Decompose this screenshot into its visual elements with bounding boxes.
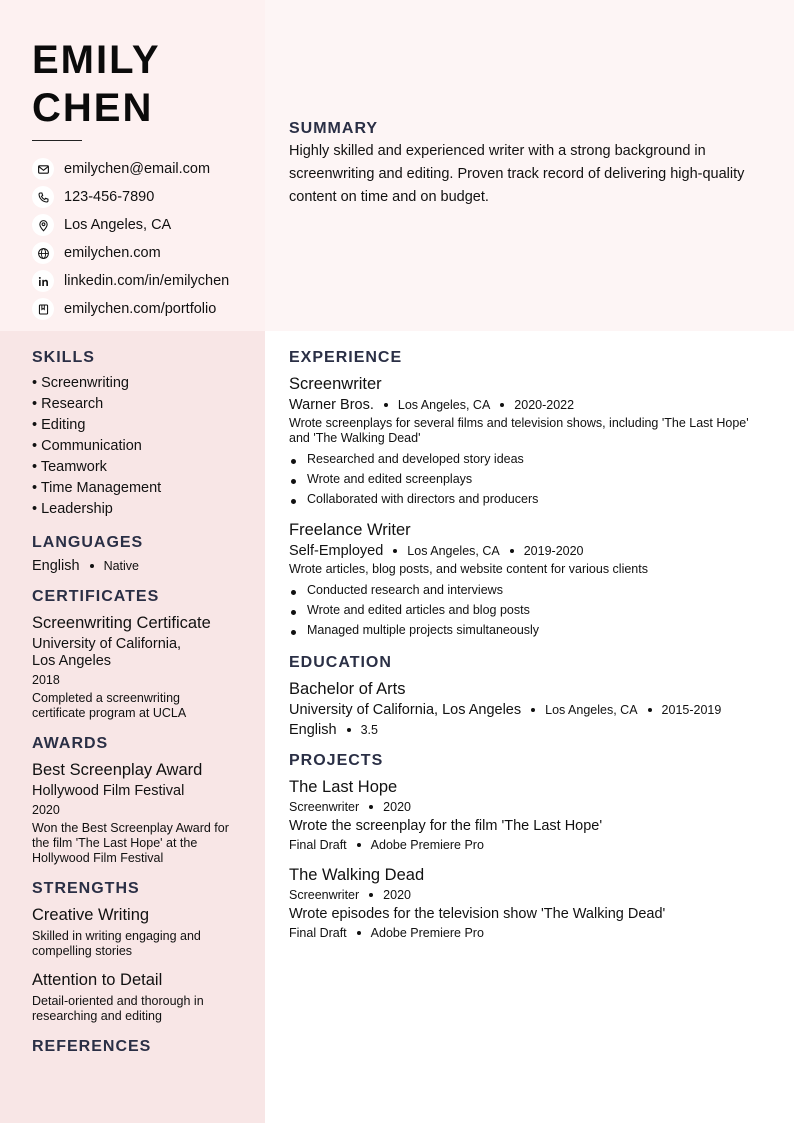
projects-section — [289, 752, 770, 940]
job-entry — [289, 373, 770, 509]
project-tool: Adobe Premiere Pro — [370, 926, 484, 940]
bullet-text: Collaborated with directors and producers — [307, 492, 539, 506]
project-name: The Last Hope — [289, 778, 398, 796]
project-description: Wrote episodes for the television show 'The Walking Dead' — [289, 906, 666, 922]
project-meta — [289, 800, 770, 814]
award-year: 2020 — [32, 803, 60, 817]
strength-name: Creative Writing — [32, 906, 150, 924]
project-tool: Final Draft — [289, 838, 347, 852]
bullet-item — [289, 449, 770, 469]
separator-dot — [369, 805, 373, 809]
certificates-title: CERTIFICATES — [32, 588, 160, 605]
references-title: REFERENCES — [32, 1038, 152, 1055]
separator-dot — [347, 728, 351, 732]
phone-icon — [32, 186, 54, 208]
strength-description: Skilled in writing engaging and compelling stories — [32, 929, 201, 958]
skill-item: • Time Management — [32, 480, 162, 496]
main-content — [265, 331, 794, 1123]
contact-location-text: Los Angeles, CA — [64, 217, 172, 233]
project-year: 2020 — [383, 800, 411, 814]
references-section — [32, 1038, 245, 1056]
projects-title: PROJECTS — [289, 752, 384, 769]
job-bullets — [289, 580, 770, 640]
experience-title: EXPERIENCE — [289, 349, 403, 366]
award-name: Best Screenplay Award — [32, 761, 203, 779]
name-divider — [32, 140, 82, 141]
skill-item: • Leadership — [32, 501, 113, 517]
language-level: Native — [103, 559, 139, 573]
project-tool: Adobe Premiere Pro — [370, 838, 484, 852]
contact-linkedin-text: linkedin.com/in/emilychen — [64, 273, 230, 289]
education-location: Los Angeles, CA — [545, 703, 638, 717]
certificate-name: Screenwriting Certificate — [32, 614, 211, 632]
project-name: The Walking Dead — [289, 866, 425, 884]
job-company: Self-Employed — [289, 543, 384, 559]
job-role: Freelance Writer — [289, 521, 411, 539]
languages-section — [32, 534, 245, 574]
strength-item — [32, 904, 245, 959]
location-pin-icon — [32, 214, 54, 236]
bullet-item — [289, 469, 770, 489]
contact-portfolio[interactable] — [32, 295, 265, 323]
globe-icon — [32, 242, 54, 264]
award-issuer: Hollywood Film Festival — [32, 783, 185, 799]
certificate-year: 2018 — [32, 673, 60, 687]
job-dates: 2020-2022 — [514, 398, 575, 412]
bullet-dot — [291, 630, 296, 635]
job-meta — [289, 397, 770, 413]
skills-title: SKILLS — [32, 349, 95, 366]
education-school: University of California, Los Angeles — [289, 702, 522, 718]
certificate-issuer: University of California, Los Angeles — [32, 636, 182, 669]
sidebar — [0, 331, 265, 1123]
languages-title: LANGUAGES — [32, 534, 144, 551]
education-section — [289, 654, 770, 738]
bullet-text: Researched and developed story ideas — [307, 452, 524, 466]
separator-dot — [369, 893, 373, 897]
summary-title: SUMMARY — [289, 120, 379, 137]
separator-dot — [357, 931, 361, 935]
job-description: Wrote screenplays for several films and television shows, including 'The Last Hope' and 'The Walking Dead' — [289, 416, 749, 445]
header-panel — [0, 0, 265, 331]
contact-website-text: emilychen.com — [64, 245, 161, 261]
skill-item: • Teamwork — [32, 459, 107, 475]
bullet-dot — [291, 459, 296, 464]
bullet-text: Managed multiple projects simultaneously — [307, 623, 540, 637]
skill-item: • Editing — [32, 417, 86, 433]
contact-email-text: emilychen@email.com — [64, 161, 211, 177]
strength-name: Attention to Detail — [32, 971, 163, 989]
job-entry — [289, 519, 770, 640]
bullet-text: Wrote and edited screenplays — [307, 472, 473, 486]
education-field: English — [289, 722, 337, 738]
separator-dot — [393, 549, 397, 553]
education-meta — [289, 702, 770, 718]
separator-dot — [500, 403, 504, 407]
bullet-item — [289, 489, 770, 509]
separator-dot — [531, 708, 535, 712]
awards-title: AWARDS — [32, 735, 109, 752]
bullet-dot — [291, 610, 296, 615]
contact-linkedin[interactable] — [32, 267, 265, 295]
contact-portfolio-text: emilychen.com/portfolio — [64, 301, 217, 317]
job-location: Los Angeles, CA — [407, 544, 500, 558]
project-role: Screenwriter — [289, 800, 360, 814]
contact-email[interactable] — [32, 155, 265, 183]
project-year: 2020 — [383, 888, 411, 902]
bookmark-icon — [32, 298, 54, 320]
job-role: Screenwriter — [289, 375, 382, 393]
contact-website[interactable] — [32, 239, 265, 267]
job-company: Warner Bros. — [289, 397, 374, 413]
language-row — [32, 558, 245, 574]
award-item — [32, 759, 245, 866]
bullet-item — [289, 600, 770, 620]
job-meta — [289, 543, 770, 559]
bullet-text: Wrote and edited articles and blog posts — [307, 603, 530, 617]
certificates-section — [32, 588, 245, 721]
bullet-item — [289, 620, 770, 640]
job-bullets — [289, 449, 770, 509]
strength-item — [32, 969, 245, 1024]
education-dates: 2015-2019 — [661, 703, 722, 717]
bullet-dot — [291, 590, 296, 595]
project-tools — [289, 838, 770, 852]
project-entry — [289, 776, 770, 852]
separator-dot — [510, 549, 514, 553]
certificate-description: Completed a screenwriting certificate program at UCLA — [32, 691, 187, 720]
project-meta — [289, 888, 770, 902]
separator-dot — [90, 564, 94, 568]
project-entry — [289, 864, 770, 940]
summary-section — [289, 120, 749, 209]
separator-dot — [357, 843, 361, 847]
award-description: Won the Best Screenplay Award for the film 'The Last Hope' at the Hollywood Film Festival — [32, 821, 229, 865]
job-location: Los Angeles, CA — [397, 398, 491, 412]
linkedin-icon — [32, 270, 54, 292]
first-name: EMILY — [32, 38, 161, 82]
project-role: Screenwriter — [289, 888, 360, 902]
education-degree: Bachelor of Arts — [289, 680, 406, 698]
certificate-item — [32, 612, 245, 721]
contact-phone[interactable] — [32, 183, 265, 211]
strengths-section — [32, 880, 245, 1024]
bullet-dot — [291, 479, 296, 484]
skills-section — [32, 349, 245, 520]
last-name: CHEN — [32, 86, 154, 130]
skill-item: • Screenwriting — [32, 375, 129, 391]
education-gpa: 3.5 — [360, 723, 378, 737]
education-field-row — [289, 722, 770, 738]
summary-text: Highly skilled and experienced writer with a strong background in screenwriting and editing. Proven track record of delivering high-quality content on time and on budget. — [289, 143, 745, 205]
strength-description: Detail-oriented and thorough in researching and editing — [32, 994, 204, 1023]
job-description: Wrote articles, blog posts, and website content for various clients — [289, 562, 648, 576]
skill-item: • Research — [32, 396, 104, 412]
project-tools — [289, 926, 770, 940]
bullet-text: Conducted research and interviews — [307, 583, 503, 597]
experience-section — [289, 349, 770, 640]
project-description: Wrote the screenplay for the film 'The Last Hope' — [289, 818, 603, 834]
awards-section — [32, 735, 245, 866]
mail-icon — [32, 158, 54, 180]
education-title: EDUCATION — [289, 654, 392, 671]
contact-location — [32, 211, 265, 239]
summary-panel — [265, 0, 794, 331]
skill-item: • Communication — [32, 438, 142, 454]
project-tool: Final Draft — [289, 926, 347, 940]
job-dates: 2019-2020 — [523, 544, 584, 558]
separator-dot — [384, 403, 388, 407]
strengths-title: STRENGTHS — [32, 880, 140, 897]
contact-phone-text: 123-456-7890 — [64, 189, 155, 205]
language-name: English — [32, 558, 80, 574]
bullet-item — [289, 580, 770, 600]
bullet-dot — [291, 499, 296, 504]
separator-dot — [648, 708, 652, 712]
